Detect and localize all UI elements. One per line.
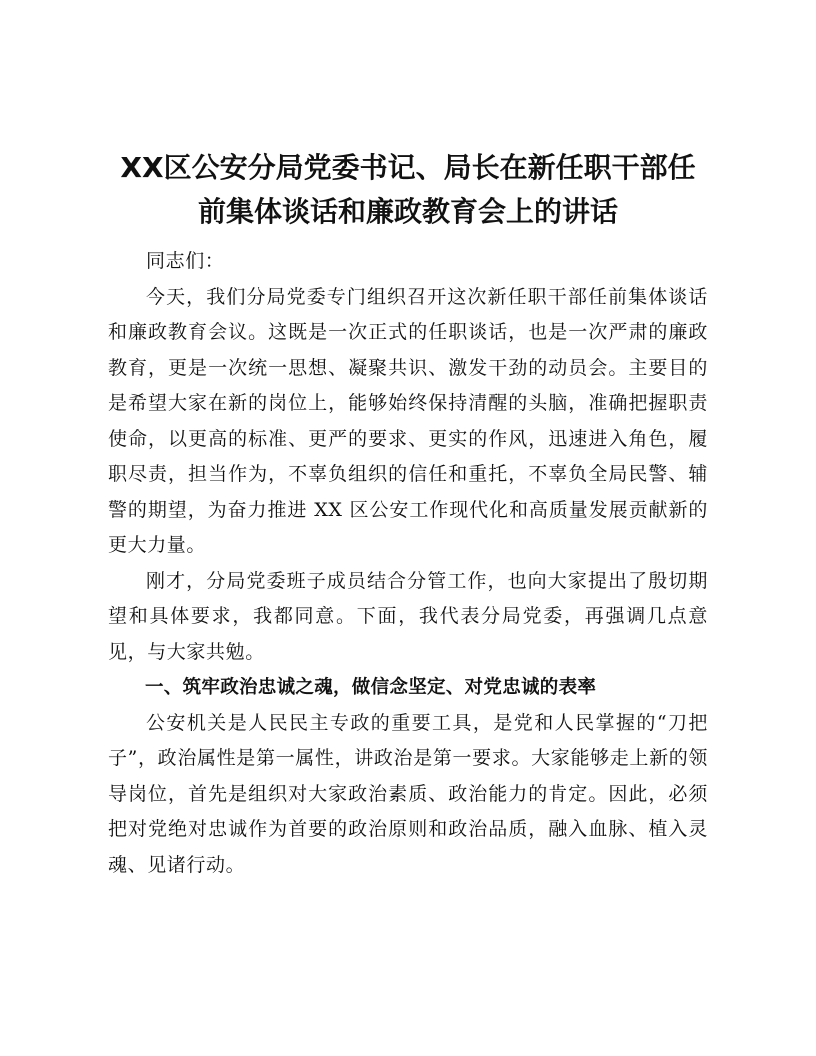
body-paragraph: 今天，我们分局党委专门组织召开这次新任职干部任前集体谈话和廉政教育会议。这既是一次正式的任职谈话，也是一次严肃的廉政教育，更是一次统一思想、凝聚共识、激发干劲的动员会。主要目的是希望大家在新的岗位上，能够始终保持清醒的头脑，准确把握职责使命，以更高的标准、更严的要求、更实的作风，迅速进入角色，履职尽责，担当作为，不辜负组织的信任和重托，不辜负全局民警、辅警的期望，为奋力推进 XX 区公安工作现代化和高质量发展贡献新的更大力量。 <box>108 285 708 556</box>
body-paragraph: 公安机关是人民民主专政的重要工具，是党和人民掌握的“刀把子”，政治属性是第一属性，讲政治是第一要求。大家能够走上新的领导岗位，首先是组织对大家政治素质、政治能力的肯定。因此，必须把对党绝对忠诚作为首要的政治原则和政治品质，融入血脉、植入灵魂、见诸行动。 <box>108 711 708 876</box>
document-title <box>100 146 716 234</box>
body-paragraph: 刚才，分局党委班子成员结合分管工作，也向大家提出了殷切期望和具体要求，我都同意。下面，我代表分局党委，再强调几点意见，与大家共勉。 <box>108 569 708 663</box>
title-line-2: 前集体谈话和廉政教育会上的讲话 <box>197 195 618 228</box>
salutation: 同志们： <box>146 250 225 272</box>
title-line-1: XX区公安分局党委书记、局长在新任职干部任 <box>120 151 696 184</box>
document-body <box>108 244 708 883</box>
section-heading: 一、筑牢政治忠诚之魂，做信念坚定、对党忠诚的表率 <box>145 677 597 698</box>
